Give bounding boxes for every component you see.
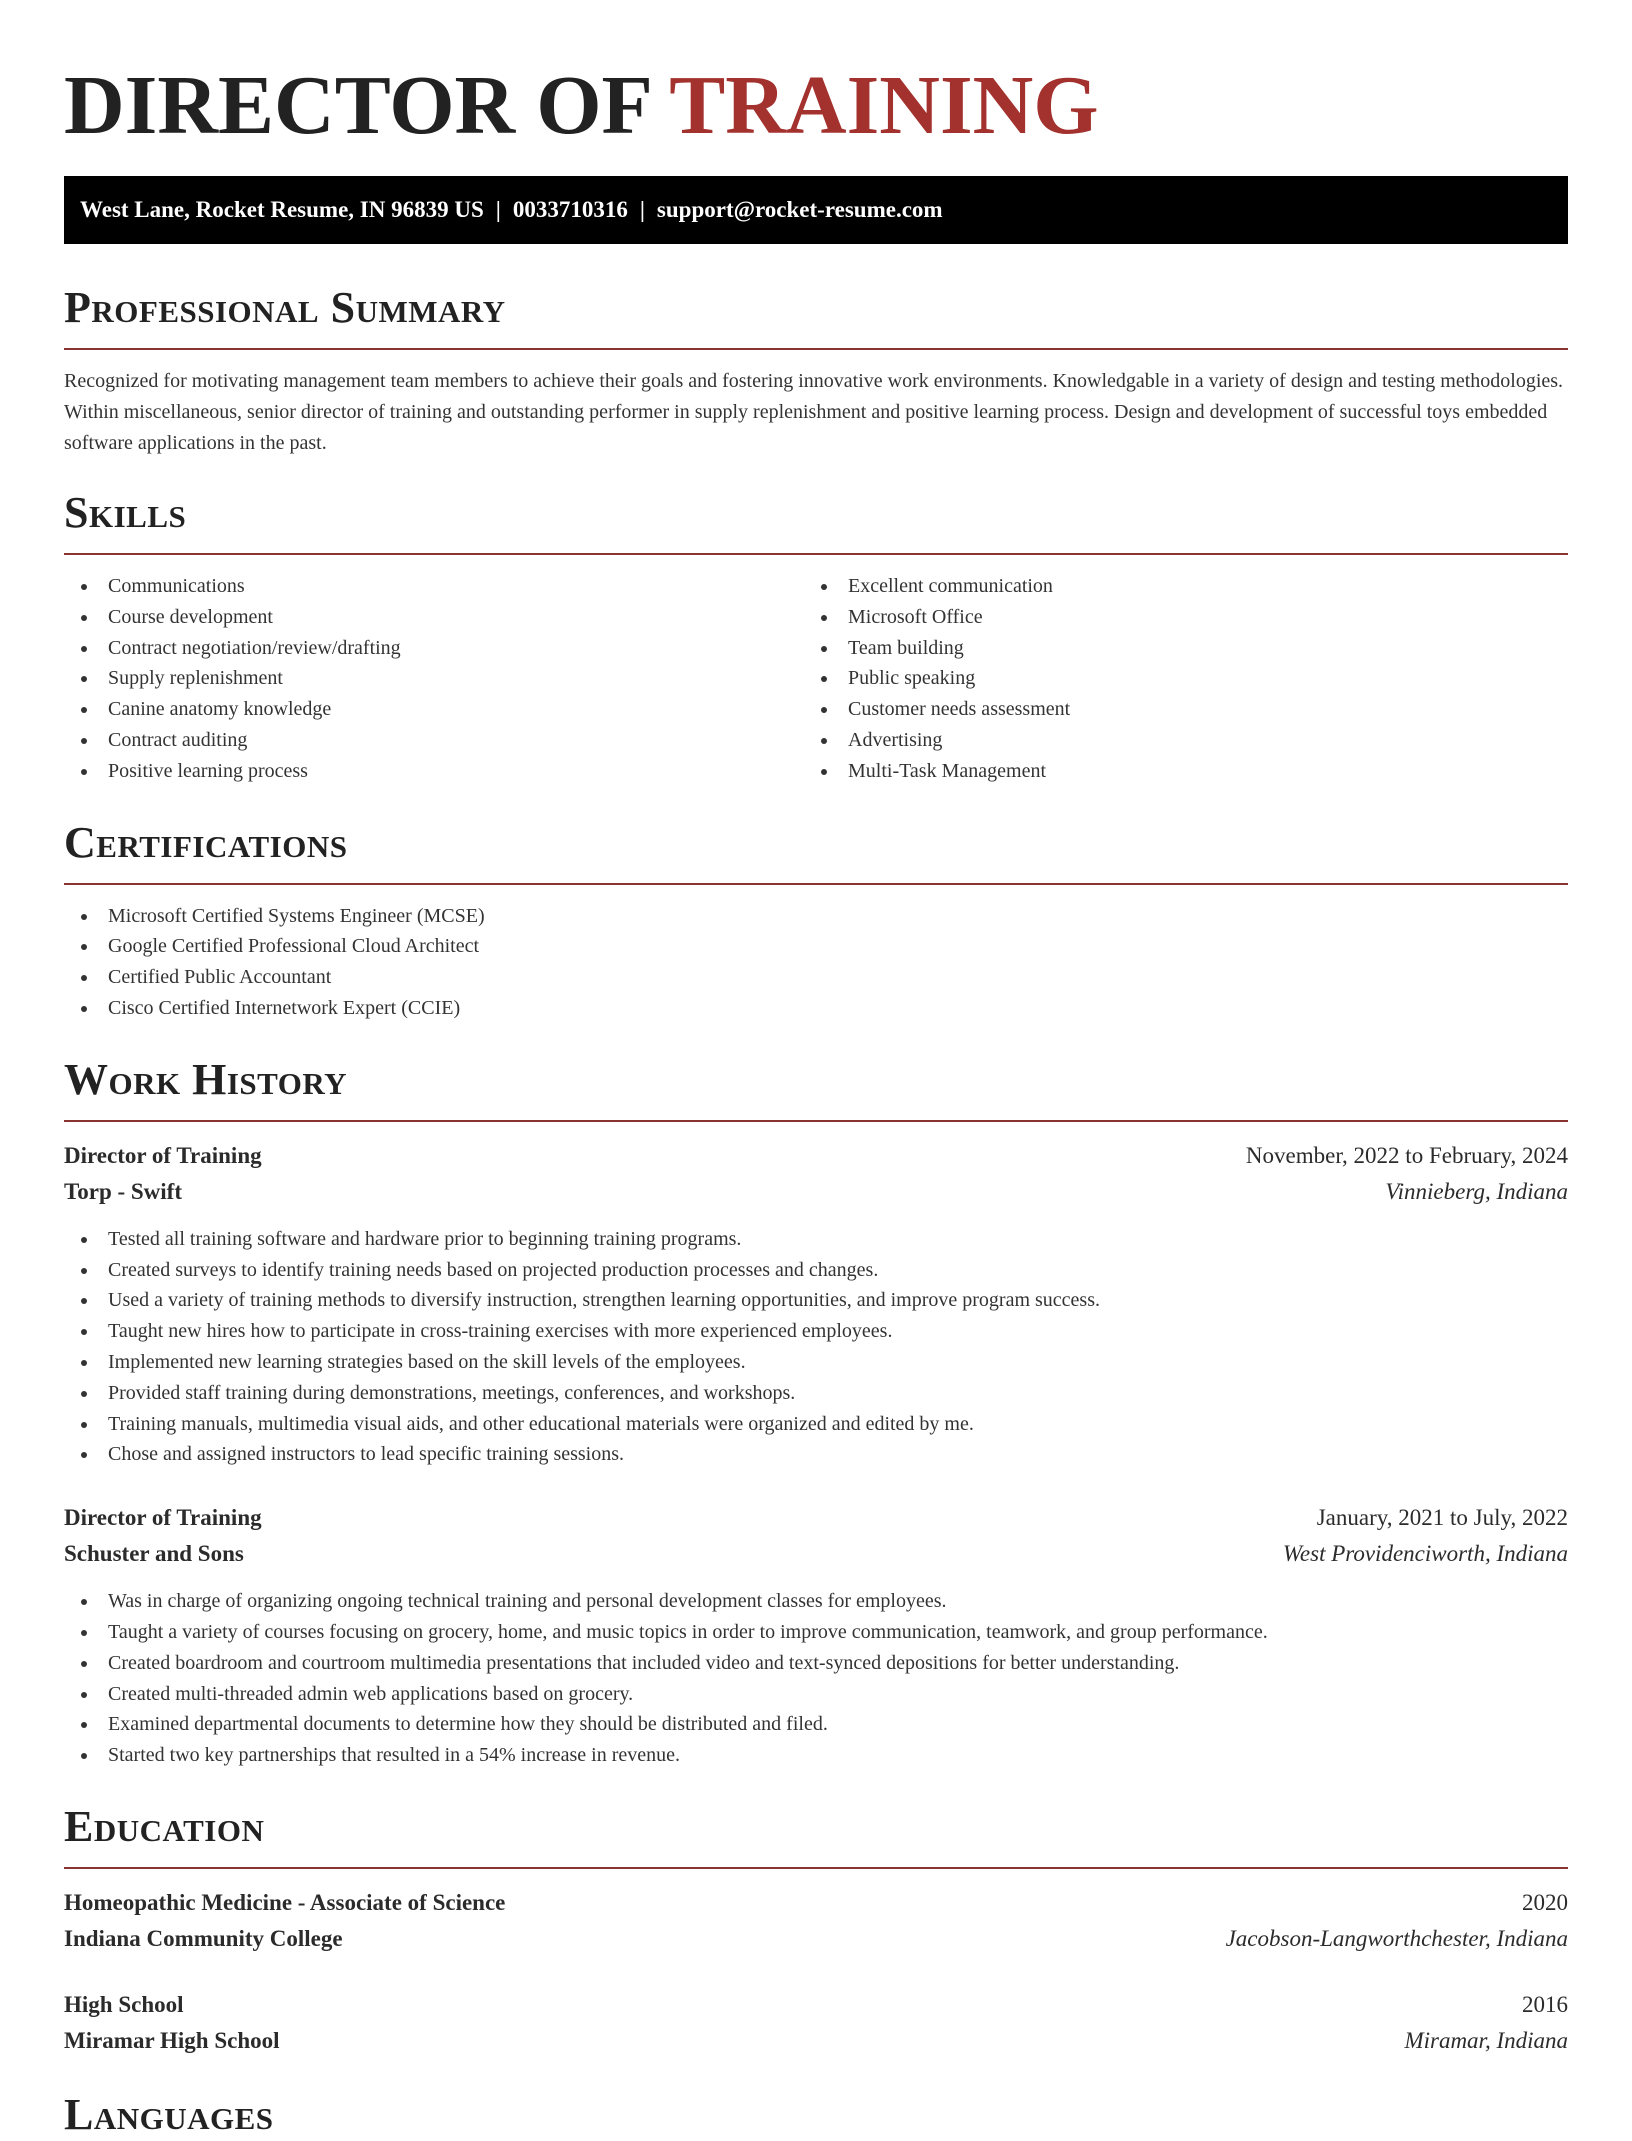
job-company: Torp - Swift <box>64 1178 182 1204</box>
job-location: Vinnieberg, Indiana <box>1385 1178 1568 1204</box>
job-duty-item: Started two key partnerships that resulted in a 54% increase in revenue. <box>64 1740 1568 1771</box>
skill-item: Excellent communication <box>804 571 1544 602</box>
contact-email[interactable]: support@rocket-resume.com <box>656 197 943 222</box>
job-duty-item: Created boardroom and courtroom multimedia presentations that included video and text-synced depositions for better understanding. <box>64 1648 1568 1679</box>
job-dates: November, 2022 to February, 2024 <box>1245 1142 1568 1168</box>
education-year: 2020 <box>1522 1889 1568 1915</box>
education-location: Miramar, Indiana <box>1404 2027 1568 2053</box>
job-title: Director of Training <box>64 1142 262 1168</box>
summary-section <box>64 282 1568 459</box>
skill-item: Multi-Task Management <box>804 756 1544 787</box>
work-history-section <box>64 1054 1568 1771</box>
education-degree: Homeopathic Medicine - Associate of Science <box>64 1889 506 1915</box>
skill-item: Public speaking <box>804 663 1544 694</box>
contact-phone[interactable]: 0033710316 <box>512 197 628 222</box>
education-list <box>64 1885 1568 2059</box>
skill-item: Course development <box>64 602 804 633</box>
job-entry <box>64 1138 1568 1470</box>
section-divider <box>64 1867 1568 1869</box>
job-duty-item: Examined departmental documents to determine how they should be distributed and filed. <box>64 1709 1568 1740</box>
skill-item: Positive learning process <box>64 756 804 787</box>
skill-item: Contract negotiation/review/drafting <box>64 633 804 664</box>
education-entry <box>64 1987 1568 2059</box>
skill-item: Team building <box>804 633 1544 664</box>
education-year: 2016 <box>1522 1991 1568 2017</box>
skills-heading: Skills <box>64 488 187 537</box>
certification-item: Certified Public Accountant <box>64 962 1568 993</box>
section-divider <box>64 883 1568 885</box>
certifications-list <box>64 901 1568 1024</box>
education-heading: Education <box>64 1801 265 1851</box>
education-entry <box>64 1885 1568 1957</box>
education-degree: High School <box>64 1991 184 2017</box>
skill-item: Contract auditing <box>64 725 804 756</box>
job-title: Director of Training <box>64 1505 262 1531</box>
certifications-heading: Certifications <box>64 817 348 867</box>
resume-title <box>64 56 1568 156</box>
job-duty-item: Taught new hires how to participate in cross-training exercises with more experienced employees. <box>64 1316 1568 1347</box>
summary-heading: Professional Summary <box>64 283 506 332</box>
job-duties-list <box>64 1224 1568 1470</box>
skills-list-right <box>804 571 1544 787</box>
job-duty-item: Was in charge of organizing ongoing technical training and personal development classes for employees. <box>64 1586 1568 1617</box>
section-divider <box>64 553 1568 555</box>
languages-heading: Languages <box>64 2089 274 2139</box>
skills-section <box>64 487 1568 787</box>
education-school: Miramar High School <box>64 2027 280 2053</box>
certification-item: Cisco Certified Internetwork Expert (CCIE) <box>64 993 1568 1024</box>
entry-row <box>64 2023 1568 2059</box>
contact-address: West Lane, Rocket Resume, IN 96839 US <box>80 197 484 222</box>
job-duty-item: Training manuals, multimedia visual aids, and other educational materials were organized and edited by me. <box>64 1409 1568 1440</box>
entry-row <box>64 1885 1568 1921</box>
title-main: DIRECTOR OF <box>64 59 650 152</box>
job-duty-item: Created multi-threaded admin web applications based on grocery. <box>64 1679 1568 1710</box>
job-company: Schuster and Sons <box>64 1541 244 1567</box>
certification-item: Microsoft Certified Systems Engineer (MCSE) <box>64 901 1568 932</box>
work-history-heading: Work History <box>64 1054 348 1104</box>
job-duty-item: Taught a variety of courses focusing on grocery, home, and music topics in order to improve communication, teamwork, and group performance. <box>64 1617 1568 1648</box>
education-school: Indiana Community College <box>64 1925 343 1951</box>
entry-row <box>64 1174 1568 1210</box>
section-divider <box>64 348 1568 350</box>
job-duty-item: Implemented new learning strategies based on the skill levels of the employees. <box>64 1347 1568 1378</box>
skill-item: Customer needs assessment <box>804 694 1544 725</box>
languages-section <box>64 2089 1568 2141</box>
job-duty-item: Used a variety of training methods to diversify instruction, strengthen learning opportunities, and improve program success. <box>64 1285 1568 1316</box>
job-location: West Providenciworth, Indiana <box>1282 1541 1568 1567</box>
contact-separator: | <box>639 197 645 222</box>
job-duties-list <box>64 1586 1568 1771</box>
contact-bar <box>64 176 1568 244</box>
entry-row <box>64 1921 1568 1957</box>
job-duty-item: Provided staff training during demonstrations, meetings, conferences, and workshops. <box>64 1378 1568 1409</box>
job-dates: January, 2021 to July, 2022 <box>1316 1505 1568 1531</box>
job-list <box>64 1138 1568 1771</box>
entry-row <box>64 1987 1568 2023</box>
education-location: Jacobson-Langworthchester, Indiana <box>1225 1925 1568 1951</box>
title-accent: TRAINING <box>669 59 1099 152</box>
job-duty-item: Chose and assigned instructors to lead specific training sessions. <box>64 1439 1568 1470</box>
skill-item: Advertising <box>804 725 1544 756</box>
skill-item: Communications <box>64 571 804 602</box>
skill-item: Canine anatomy knowledge <box>64 694 804 725</box>
skills-list-left <box>64 571 804 787</box>
entry-row <box>64 1536 1568 1572</box>
certification-item: Google Certified Professional Cloud Architect <box>64 931 1568 962</box>
resume-page <box>64 0 1568 2141</box>
entry-row <box>64 1500 1568 1536</box>
skills-columns <box>64 571 1568 787</box>
section-divider <box>64 1120 1568 1122</box>
skill-item: Supply replenishment <box>64 663 804 694</box>
job-entry <box>64 1500 1568 1771</box>
job-duty-item: Created surveys to identify training needs based on projected production processes and changes. <box>64 1255 1568 1286</box>
contact-separator: | <box>495 197 501 222</box>
certifications-section <box>64 817 1568 1024</box>
job-duty-item: Tested all training software and hardware prior to beginning training programs. <box>64 1224 1568 1255</box>
skill-item: Microsoft Office <box>804 602 1544 633</box>
education-section <box>64 1801 1568 2059</box>
entry-row <box>64 1138 1568 1174</box>
summary-text: Recognized for motivating management team members to achieve their goals and fostering innovative work environments. Knowledgable in a variety of design and testing methodologies. Within miscellaneous, senior director of training and outstanding performer in supply replenishment and positive learning process. Design and development of successful toys embedded software applications in the past. <box>64 370 1564 454</box>
